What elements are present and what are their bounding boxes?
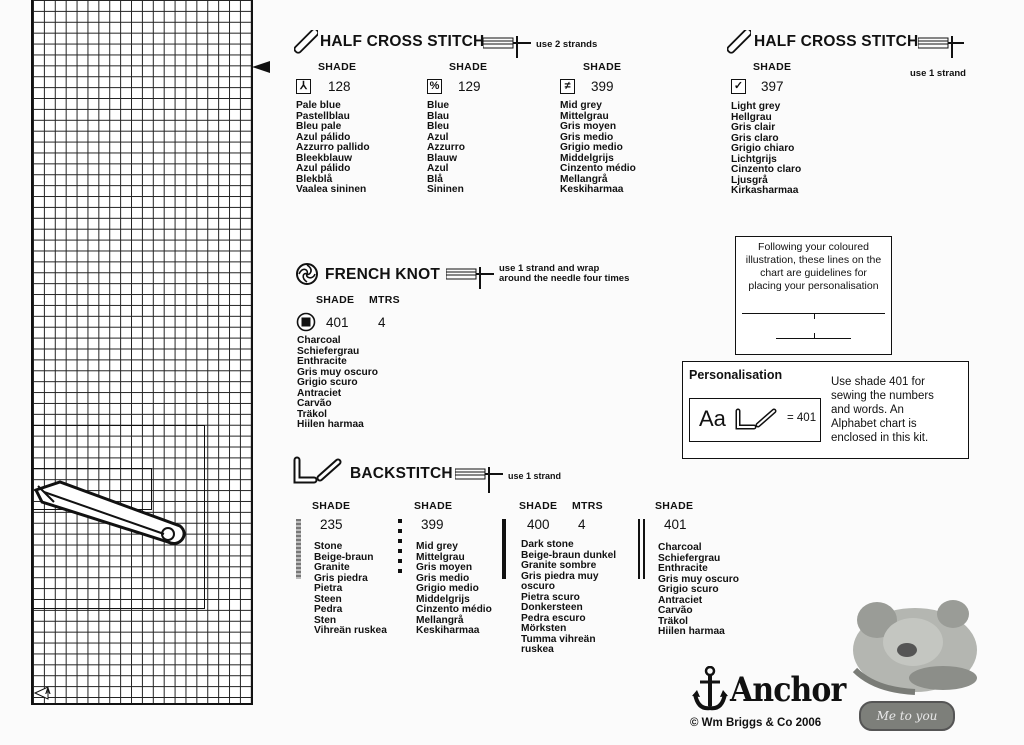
half-cross-stitch-icon bbox=[727, 30, 751, 54]
badge-text: Me to you bbox=[876, 709, 938, 723]
shade-label: SHADE bbox=[318, 61, 357, 73]
shade-label: SHADE bbox=[414, 500, 453, 512]
thread-names-399-back: Mid grey Mittelgrau Gris moyen Gris medio Grigio medio Middelgrijs Cinzento médio Mellangrå Keskiharmaa bbox=[416, 541, 492, 636]
french-knot-icon bbox=[295, 262, 319, 286]
mtrs-value: 4 bbox=[378, 315, 386, 330]
filled-square-symbol-icon bbox=[296, 312, 316, 332]
needle-icon bbox=[483, 34, 531, 60]
shade-label: SHADE bbox=[316, 294, 355, 306]
grid-corner-marker: A bbox=[34, 686, 56, 700]
line-swatch-401 bbox=[638, 519, 640, 579]
thread-names-235: Stone Beige-braun Granite Gris piedra Pietra Steen Pedra Sten Vihreän ruskea bbox=[314, 541, 387, 636]
needle-icon bbox=[446, 265, 494, 291]
shade-number-399-back: 399 bbox=[421, 517, 444, 532]
shade-label: SHADE bbox=[655, 500, 694, 512]
line-swatch-401b bbox=[643, 519, 645, 579]
shade-label: SHADE bbox=[312, 500, 351, 512]
half-cross-stitch-icon bbox=[294, 30, 318, 54]
thread-names-399: Mid grey Mittelgrau Gris moyen Gris medio Grigio medio Middelgrijs Cinzento médio Mellangrå Keskiharmaa bbox=[560, 100, 636, 195]
mtrs-label: MTRS bbox=[572, 500, 603, 512]
aa-sample: Aa bbox=[699, 406, 726, 431]
shade-number-397: 397 bbox=[761, 79, 784, 94]
backstitch-icon bbox=[734, 407, 786, 431]
needle-icon bbox=[455, 465, 503, 495]
symbol-129-icon: % bbox=[427, 79, 442, 94]
half-cross-title-left: HALF CROSS STITCH bbox=[320, 33, 485, 50]
personalisation-text: Use shade 401 for sewing the numbers and words. An Alphabet chart is enclosed in this kit. bbox=[831, 376, 934, 444]
shade-number-235: 235 bbox=[320, 517, 343, 532]
center-arrow-marker bbox=[250, 60, 272, 74]
thread-names-401-back: Charcoal Schiefergrau Enthracite Gris muy oscuro Grigio scuro Antraciet Carvão Träkol Hiilen harmaa bbox=[658, 542, 739, 637]
shade-number-399: 399 bbox=[591, 79, 614, 94]
personalisation-title: Personalisation bbox=[689, 368, 783, 382]
guideline-tick bbox=[814, 313, 815, 319]
symbol-128-icon: ⅄ bbox=[296, 79, 311, 94]
line-swatch-235 bbox=[296, 519, 301, 579]
thread-names-400: Dark stone Beige-braun dunkel Granite sombre Gris piedra muy oscuro Pietra scuro Donkersteen Pedra escuro Mörksten Tumma vihreän ruskea bbox=[521, 539, 617, 655]
half-cross-instruction-left: use 2 strands bbox=[536, 39, 598, 50]
symbol-399-icon: ≠ bbox=[560, 79, 575, 94]
shade-label: SHADE bbox=[449, 61, 488, 73]
thread-names-397: Light grey Hellgrau Gris clair Gris claro Grigio chiaro Lichtgrijs Cinzento claro Ljusgrå Kirkasharmaa bbox=[731, 101, 802, 196]
shade-number-401-back: 401 bbox=[664, 517, 687, 532]
thread-names-401-knot: Charcoal Schiefergrau Enthracite Gris muy oscuro Grigio scuro Antraciet Carvão Träkol Hiilen harmaa bbox=[297, 335, 378, 430]
mtrs-label: MTRS bbox=[369, 294, 400, 306]
me-to-you-badge bbox=[859, 701, 955, 731]
shade-label: SHADE bbox=[519, 500, 558, 512]
backstitch-instruction: use 1 strand bbox=[508, 471, 562, 481]
anchor-logo: Anchor bbox=[730, 670, 846, 710]
symbol-397-icon: ✓ bbox=[731, 79, 746, 94]
shade-number-401: 401 bbox=[326, 315, 349, 330]
mtrs-value: 4 bbox=[578, 517, 586, 532]
line-swatch-400 bbox=[502, 519, 506, 579]
safety-pin-motif bbox=[30, 476, 190, 556]
shade-number-128: 128 bbox=[328, 79, 351, 94]
backstitch-icon bbox=[292, 456, 344, 486]
shade-label: SHADE bbox=[583, 61, 622, 73]
sample-box bbox=[689, 398, 821, 442]
guideline-tick bbox=[814, 333, 815, 339]
shade-number-400: 400 bbox=[527, 517, 550, 532]
line-swatch-399 bbox=[398, 519, 402, 579]
needle-icon bbox=[918, 34, 966, 60]
guideline-note-box: Following your coloured illustration, these lines on the chart are guidelines for placing your personalisation bbox=[735, 236, 892, 355]
eq-401: = 401 bbox=[787, 412, 817, 424]
anchor-logo-icon bbox=[692, 666, 728, 712]
french-knot-instruction: use 1 strand and wrap around the needle four times bbox=[499, 263, 630, 284]
half-cross-instruction-right: use 1 strand bbox=[910, 68, 966, 79]
shade-number-129: 129 bbox=[458, 79, 481, 94]
thread-names-129: Blue Blau Bleu Azul Azzurro Blauw Azul Blå Sininen bbox=[427, 100, 465, 195]
personalisation-box bbox=[682, 361, 969, 459]
shade-label: SHADE bbox=[753, 61, 792, 73]
french-knot-title: FRENCH KNOT bbox=[325, 266, 440, 283]
teddy-bear-image bbox=[835, 580, 985, 700]
thread-names-128: Pale blue Pastellblau Bleu pale Azul pálido Azzurro pallido Bleekblauw Azul pálido Blekblå Vaalea sininen bbox=[296, 100, 370, 195]
copyright-text: © Wm Briggs & Co 2006 bbox=[690, 717, 822, 729]
half-cross-title-right: HALF CROSS STITCH bbox=[754, 33, 919, 50]
backstitch-title: BACKSTITCH bbox=[350, 465, 453, 482]
